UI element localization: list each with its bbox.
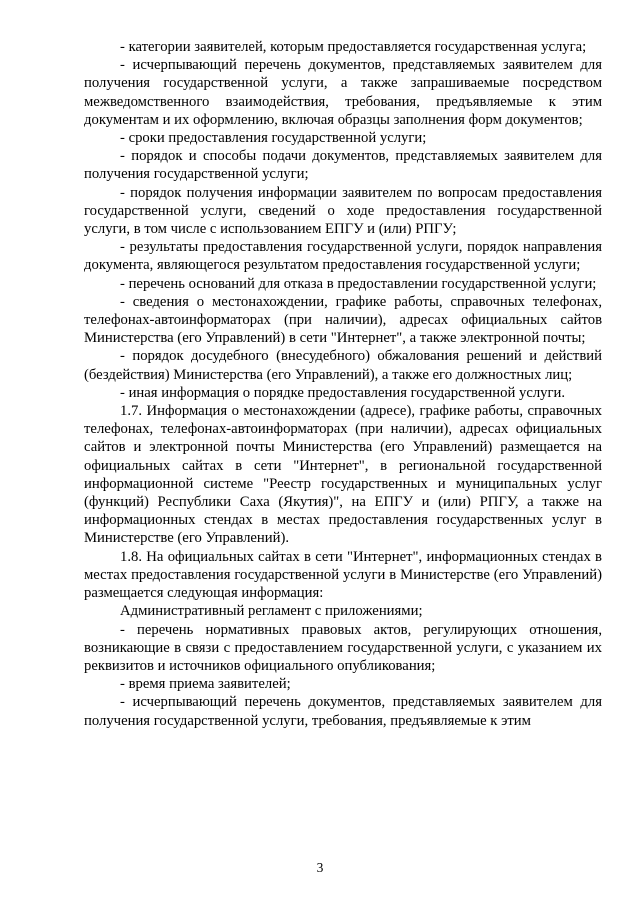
paragraph: - время приема заявителей; [120, 676, 291, 693]
paragraph: - порядок и способы подачи документов, представляемых заявителем для получения государственной услуги; [84, 148, 602, 183]
paragraph: - результаты предоставления государственной услуги, порядок направления документа, являющегося результатом предоставления государственной услуги; [84, 239, 602, 274]
paragraph: - перечень оснований для отказа в предоставлении государственной услуги; [120, 275, 597, 292]
paragraph: - исчерпывающий перечень документов, представляемых заявителем для получения государственной услуги, требования, предъявляемые к этим [84, 694, 602, 729]
paragraph: - сведения о местонахождении, графике работы, справочных телефонах, телефонах-автоинформаторах (при наличии), адресах официальных сайтов Министерства (его Управлений) в сети "Интернет", а также электронной почты; [84, 293, 602, 347]
paragraph: 1.8. На официальных сайтах в сети "Интернет", информационных стендах в местах предоставления государственной услуги в Министерстве (его Управлений) размещается следующая информация: [84, 548, 602, 602]
paragraph: - категории заявителей, которым предоставляется государственная услуга; [120, 39, 587, 55]
paragraph: - порядок получения информации заявителем по вопросам предоставления государственной услуги, сведений о ходе предоставления государственной услуги, в том числе с использованием ЕПГУ и (или) РПГУ; [84, 184, 602, 238]
paragraph: 1.7. Информация о местонахождении (адресе), графике работы, справочных телефонах, телефонах-автоинформаторах (при наличии), адресах официальных сайтов и электронной почты Министерства (его Управлений) размещается на официальных сайтах в сети "Интернет", в региональной государственной информационной системе "Реестр государственных и муниципальных услуг (функций) Республики Саха (Якутия)", на ЕПГУ и (или) РПГУ, а также на информационных стендах в местах предоставления государственных услуг в Министерстве (его Управлений). [84, 403, 602, 547]
paragraph: - порядок досудебного (внесудебного) обжалования решений и действий (бездействия) Министерства (его Управлений), а также его должностных лиц; [84, 348, 602, 383]
paragraph: - иная информация о порядке предоставления государственной услуги. [120, 384, 566, 401]
paragraph: - сроки предоставления государственной услуги; [120, 130, 427, 147]
paragraph: - исчерпывающий перечень документов, представляемых заявителем для получения государственной услуги, а также запрашиваемые посредством межведомственного взаимодействия, требования, предъявляемые к этим документам и их оформлению, включая образцы заполнения форм документов; [84, 57, 602, 128]
body-text [84, 38, 602, 730]
paragraph: Административный регламент с приложениями; [120, 603, 423, 620]
page-number: 3 [316, 860, 324, 875]
paragraph: - перечень нормативных правовых актов, регулирующих отношения, возникающие в связи с предоставлением государственной услуги, с указанием их реквизитов и источников официального опубликования; [84, 621, 602, 674]
